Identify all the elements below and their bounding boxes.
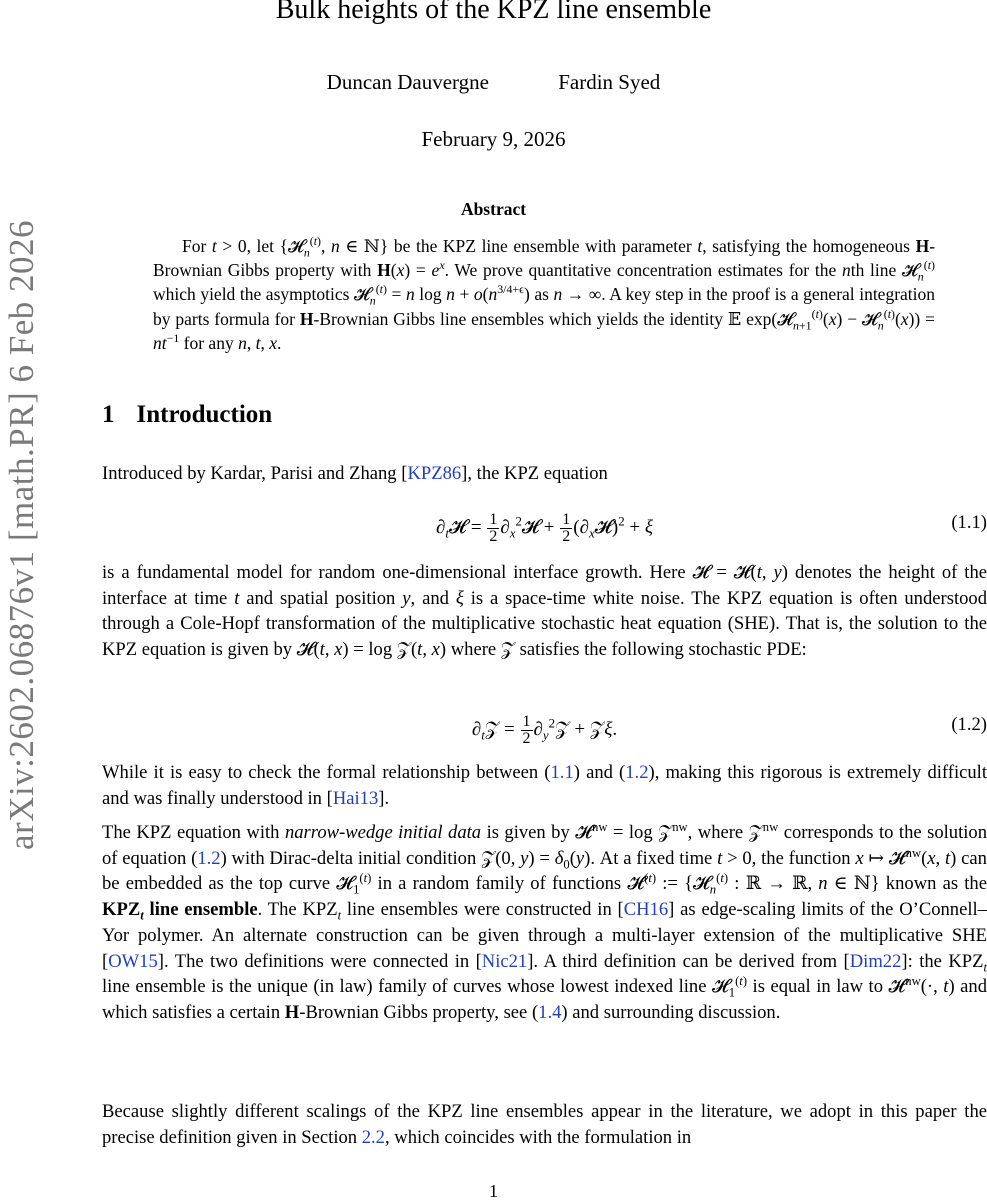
- arxiv-identifier: arXiv:2602.06876v1 [math.PR] 6 Feb 2026: [2, 219, 41, 851]
- equation-ref-link[interactable]: 1.2: [625, 762, 649, 783]
- section-ref-link[interactable]: 2.2: [361, 1126, 385, 1148]
- paragraph-intro: Introduced by Kardar, Parisi and Zhang [KPZ86], the KPZ equation: [102, 463, 608, 484]
- paper-title: Bulk heights of the KPZ line ensemble: [275, 0, 712, 25]
- citation-link[interactable]: Dim22: [849, 950, 902, 972]
- equation-number: (1.2): [951, 714, 987, 735]
- citation-link[interactable]: OW15: [108, 950, 158, 972]
- section-title: Introduction: [136, 401, 273, 428]
- citation-link[interactable]: Hai13: [332, 787, 379, 809]
- paragraph-kpz-model: is a fundamental model for random one-dimensional interface growth. Here 𝓗 = 𝓗(t, y) denotes the height of the interface at time t and spatial position y, and ξ is a space-time white noise. The KPZ equation is often understood through a Cole-Hopf transformation of the multiplicative stochastic heat equation (SHE). That is, the solution to the KPZ equation is given by 𝓗(t, x) = log 𝒵(t, x) where 𝒵 satisfies the following stochastic PDE:: [102, 562, 987, 661]
- citation-link[interactable]: Nic21: [481, 950, 528, 972]
- abstract-heading: Abstract: [460, 199, 527, 219]
- author-name: Fardin Syed: [558, 70, 661, 94]
- equation-number: (1.1): [951, 512, 987, 533]
- section-heading: [102, 401, 272, 429]
- author-name: Duncan Dauvergne: [326, 70, 489, 94]
- equation-1-1: $\partial_t𝓗$ = $\frac{1}{2}$ $\partial_x^2𝓗$ + $\frac{1}{2}$ $(\partial_x𝓗)^2 + \xi$ (1.1): [435, 511, 987, 545]
- author-list: [0, 70, 987, 95]
- page-number: 1: [489, 1181, 498, 1201]
- abstract-body: For t > 0, let {𝓗$_n^{(t)}$, n ∈ ℕ} be the KPZ line ensemble with parameter t, satisfying the homogeneous H-Brownian Gibbs property with $H(x) = e^x$. We prove quantitative concentration estimates for the nth line 𝓗$_n^{(t)}$ which yield the asymptotics 𝓗$_n^{(t)}$ = n $\log n + o(n^{3/4+\epsilon})$ as n → ∞. A key step in the proof is a general integration by parts formula for H-Brownian Gibbs line ensembles which yields the identity 𝔼 exp(𝓗$_{n+1}^{(t)}$(x) − 𝓗$_n^{(t)}$(x)) = $nt^{-1}$ for any n, t, x.: [153, 234, 936, 353]
- paragraph-formal-relationship: While it is easy to check the formal relationship between (1.1) and (1.2), making this rigorous is extremely difficult and was finally understood in [Hai13].: [102, 762, 987, 809]
- paragraph-scalings: Because slightly different scalings of the KPZ line ensembles appear in the literature, we adopt in this paper the precise definition given in Section 2.2, which coincides with the formulation in: [102, 1101, 987, 1148]
- paper-date: February 9, 2026: [421, 127, 566, 151]
- equation-ref-link[interactable]: 1.4: [538, 1001, 562, 1023]
- citation-link[interactable]: CH16: [623, 899, 669, 921]
- equation-ref-link[interactable]: 1.1: [550, 762, 574, 783]
- section-number: 1: [102, 401, 115, 428]
- paragraph-narrow-wedge: The KPZ equation with narrow-wedge initial data is given by 𝓗$^{nw}$ = log 𝒵$^{nw}$, where 𝒵$^{nw}$ corresponds to the solution of equation (1.2) with Dirac-delta initial condition 𝒵(0, $y) = \delta_0(y)$. At a fixed time t > 0, the function x ↦ 𝓗$^{nw}$(x, t) can be embedded as the top curve 𝓗$_1^{(t)}$ in a random family of functions 𝓗$^{(t)}$ := {𝓗$_n^{(t)}$ : ℝ → ℝ, n ∈ ℕ} known as the $KPZ_t$ line ensemble. The $KPZ_t$ line ensembles were constructed in [CH16] as edge-scaling limits of the O’Connell–Yor polymer. An alternate construction can be given through a multi-layer extension of the multiplicative SHE [OW15]. The two definitions were connected in [Nic21]. A third definition can be derived from [Dim22]: the $KPZ_t$ line ensemble is the unique (in law) family of curves whose lowest indexed line 𝓗$_1^{(t)}$ is equal in law to 𝓗$^{nw}$(·, t) and which satisfies a certain H-Brownian Gibbs property, see (1.4) and surrounding discussion.: [102, 819, 987, 1023]
- equation-ref-link[interactable]: 1.2: [197, 847, 221, 869]
- equation-1-2: $\partial_t𝒵$ = $\frac{1}{2}$ $\partial_y^2𝒵$ + 𝒵ξ. (1.2): [471, 713, 987, 747]
- citation-link[interactable]: KPZ86: [407, 463, 462, 484]
